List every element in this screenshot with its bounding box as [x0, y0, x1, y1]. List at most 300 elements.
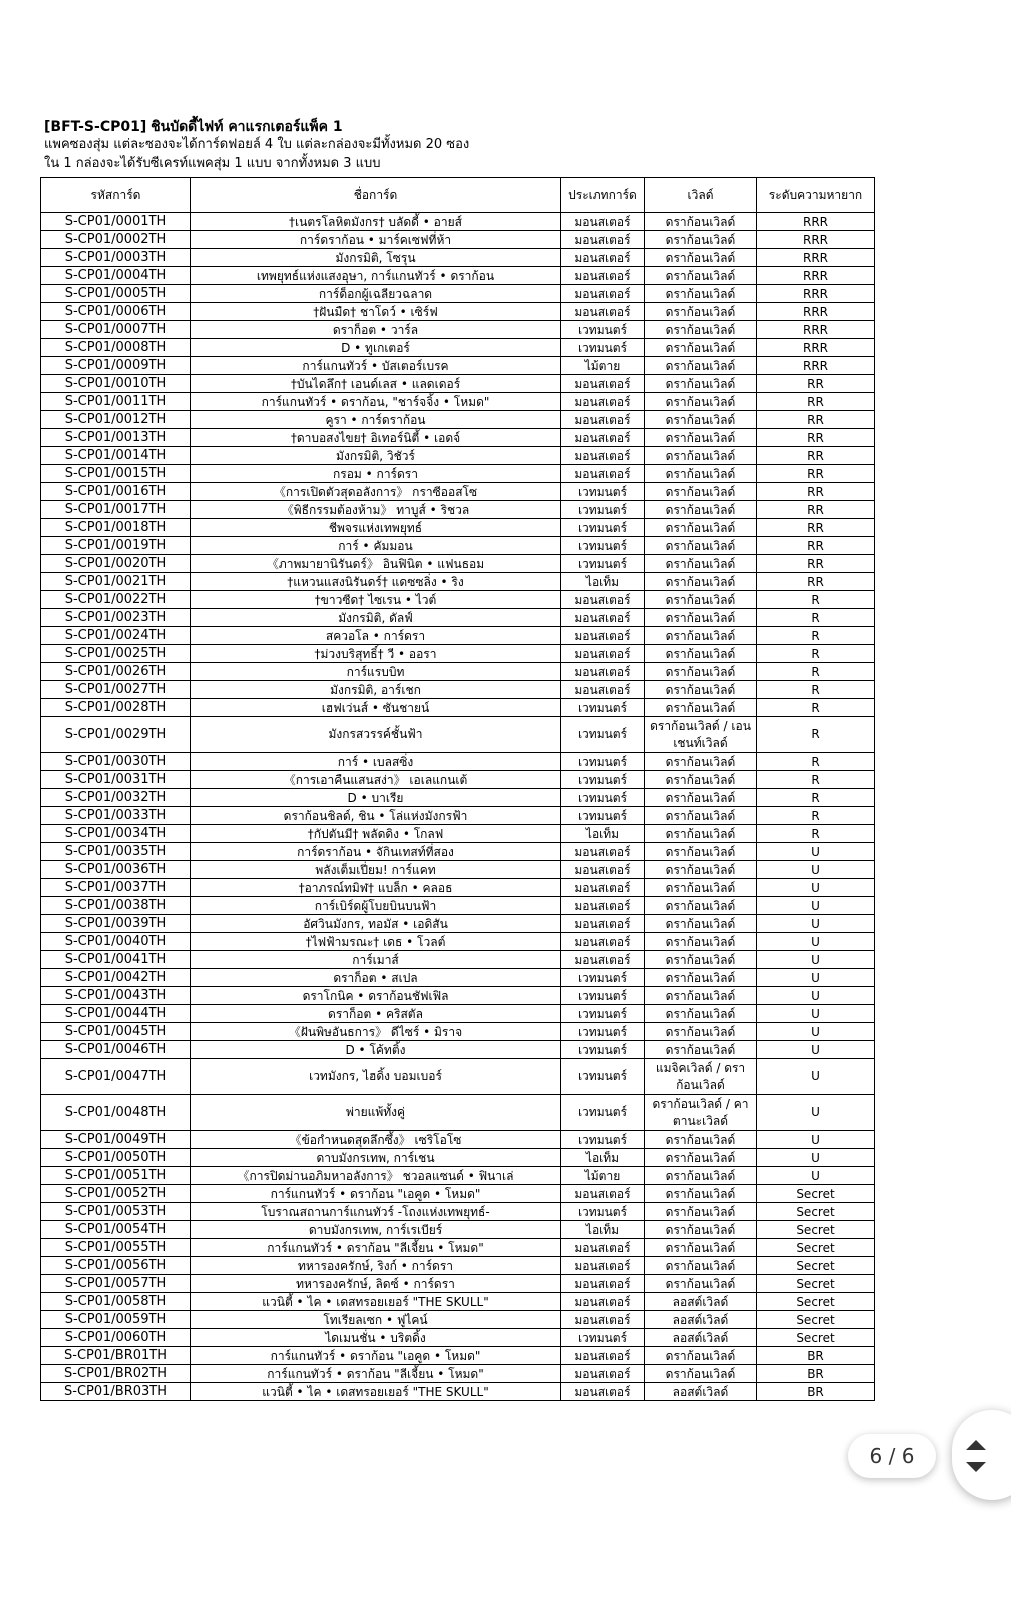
cell-world: ดราก้อนเวิลด์	[645, 375, 757, 393]
cell-world: ดราก้อนเวิลด์	[645, 447, 757, 465]
cell-code: S-CP01/0005TH	[41, 285, 191, 303]
cell-name: D • โค้ทติ้ง	[191, 1041, 561, 1059]
table-body	[41, 213, 875, 1401]
cell-name: มังกรมิติ, วิชัวร์	[191, 447, 561, 465]
cell-code: S-CP01/0003TH	[41, 249, 191, 267]
cell-rarity: R	[757, 771, 875, 789]
table-row	[41, 519, 875, 537]
cell-name: †ไฟฟ้ามรณะ† เดธ • โวลต์	[191, 933, 561, 951]
cell-world: ดราก้อนเวิลด์	[645, 627, 757, 645]
cell-code: S-CP01/0036TH	[41, 861, 191, 879]
cell-rarity: RR	[757, 519, 875, 537]
cell-rarity: RR	[757, 375, 875, 393]
cell-world: ดราก้อนเวิลด์	[645, 663, 757, 681]
cell-rarity: RRR	[757, 357, 875, 375]
cell-world: ดราก้อนเวิลด์	[645, 789, 757, 807]
cell-type: เวทมนตร์	[561, 1095, 645, 1131]
cell-rarity: R	[757, 663, 875, 681]
table-row	[41, 753, 875, 771]
cell-world: ดราก้อนเวิลด์	[645, 501, 757, 519]
cell-code: S-CP01/0004TH	[41, 267, 191, 285]
table-row	[41, 1185, 875, 1203]
cell-rarity: RRR	[757, 267, 875, 285]
table-row	[41, 501, 875, 519]
cell-code: S-CP01/0060TH	[41, 1329, 191, 1347]
cell-type: ไม้ตาย	[561, 357, 645, 375]
table-row	[41, 1383, 875, 1401]
cell-code: S-CP01/0041TH	[41, 951, 191, 969]
cell-world: ดราก้อนเวิลด์	[645, 1023, 757, 1041]
cell-code: S-CP01/BR01TH	[41, 1347, 191, 1365]
cell-world: ดราก้อนเวิลด์	[645, 951, 757, 969]
cell-type: มอนสเตอร์	[561, 267, 645, 285]
cell-type: มอนสเตอร์	[561, 915, 645, 933]
cell-world: ดราก้อนเวิลด์	[645, 1347, 757, 1365]
cell-code: S-CP01/0032TH	[41, 789, 191, 807]
cell-code: S-CP01/0055TH	[41, 1239, 191, 1257]
cell-name: การ์ดราก้อน • จักินเทสท์ที่สอง	[191, 843, 561, 861]
cell-name: เทพยุทธ์แห่งแสงอุษา, การ์แกนทัวร์ • ดราก้อน	[191, 267, 561, 285]
cell-code: S-CP01/0017TH	[41, 501, 191, 519]
cell-name: †ดาบอสงไขย† อิเทอร์นิตี้ • เอดจ์	[191, 429, 561, 447]
cell-type: มอนสเตอร์	[561, 681, 645, 699]
cell-name: การ์ • เบลสซิ่ง	[191, 753, 561, 771]
table-row	[41, 951, 875, 969]
cell-code: S-CP01/0010TH	[41, 375, 191, 393]
cell-rarity: Secret	[757, 1257, 875, 1275]
cell-rarity: Secret	[757, 1239, 875, 1257]
cell-code: S-CP01/0029TH	[41, 717, 191, 753]
cell-type: ไอเท็ม	[561, 573, 645, 591]
cell-name: พลังเต็มเปี่ยม! การ์แคท	[191, 861, 561, 879]
scroll-up-down-icon	[958, 1434, 994, 1478]
cell-rarity: RR	[757, 447, 875, 465]
cell-type: มอนสเตอร์	[561, 1365, 645, 1383]
table-row	[41, 1203, 875, 1221]
cell-name: การ์เมาส์	[191, 951, 561, 969]
cell-rarity: U	[757, 915, 875, 933]
cell-rarity: RRR	[757, 321, 875, 339]
table-row	[41, 1257, 875, 1275]
cell-world: ดราก้อนเวิลด์	[645, 267, 757, 285]
cell-rarity: U	[757, 1095, 875, 1131]
cell-type: เวทมนตร์	[561, 537, 645, 555]
table-row	[41, 1221, 875, 1239]
cell-type: เวทมนตร์	[561, 699, 645, 717]
cell-type: เวทมนตร์	[561, 771, 645, 789]
cell-world: ดราก้อนเวิลด์	[645, 483, 757, 501]
cell-code: S-CP01/BR03TH	[41, 1383, 191, 1401]
table-row	[41, 1329, 875, 1347]
cell-type: เวทมนตร์	[561, 483, 645, 501]
cell-code: S-CP01/0006TH	[41, 303, 191, 321]
cell-name: มังกรสวรรค์ชั้นฟ้า	[191, 717, 561, 753]
cell-name: ทหารองครักษ์, ลิดซ์ • การ์ดรา	[191, 1275, 561, 1293]
cell-code: S-CP01/0050TH	[41, 1149, 191, 1167]
cell-code: S-CP01/0058TH	[41, 1293, 191, 1311]
cell-world: ดราก้อนเวิลด์	[645, 465, 757, 483]
cell-type: เวทมนตร์	[561, 969, 645, 987]
cell-rarity: RRR	[757, 339, 875, 357]
cell-name: ดราก็อต • สเปล	[191, 969, 561, 987]
table-row	[41, 1239, 875, 1257]
table-row	[41, 609, 875, 627]
cell-type: มอนสเตอร์	[561, 1311, 645, 1329]
cell-type: มอนสเตอร์	[561, 375, 645, 393]
table-row	[41, 627, 875, 645]
cell-world: ดราก้อนเวิลด์	[645, 339, 757, 357]
cell-rarity: R	[757, 807, 875, 825]
cell-world: ดราก้อนเวิลด์ / คาตานะเวิลด์	[645, 1095, 757, 1131]
cell-type: มอนสเตอร์	[561, 465, 645, 483]
cell-rarity: U	[757, 1131, 875, 1149]
cell-code: S-CP01/0034TH	[41, 825, 191, 843]
cell-name: †แหวนแสงนิรันดร์† แดซซลิ่ง • ริง	[191, 573, 561, 591]
cell-code: S-CP01/0021TH	[41, 573, 191, 591]
cell-code: S-CP01/0014TH	[41, 447, 191, 465]
table-row	[41, 537, 875, 555]
cell-world: ดราก้อนเวิลด์	[645, 393, 757, 411]
cell-rarity: Secret	[757, 1221, 875, 1239]
cell-type: มอนสเตอร์	[561, 231, 645, 249]
cell-rarity: U	[757, 1149, 875, 1167]
cell-code: S-CP01/0039TH	[41, 915, 191, 933]
cell-code: S-CP01/0011TH	[41, 393, 191, 411]
cell-name: การ์แกนทัวร์ • ดราก้อน "เอคูด • โหมด"	[191, 1185, 561, 1203]
cell-name: †อาภรณ์ทมิฬ† แบล็ก • คลอธ	[191, 879, 561, 897]
table-row	[41, 465, 875, 483]
cell-name: มังกรมิติ, อาร์เชก	[191, 681, 561, 699]
cell-code: S-CP01/0007TH	[41, 321, 191, 339]
cell-world: ดราก้อนเวิลด์	[645, 1167, 757, 1185]
cell-code: S-CP01/0047TH	[41, 1059, 191, 1095]
cell-code: S-CP01/0019TH	[41, 537, 191, 555]
column-header-card-name: ชื่อการ์ด	[191, 178, 561, 213]
table-row	[41, 267, 875, 285]
table-row	[41, 573, 875, 591]
cell-type: มอนสเตอร์	[561, 303, 645, 321]
cell-type: มอนสเตอร์	[561, 1239, 645, 1257]
cell-code: S-CP01/0013TH	[41, 429, 191, 447]
table-row	[41, 825, 875, 843]
table-row	[41, 897, 875, 915]
cell-rarity: Secret	[757, 1203, 875, 1221]
cell-world: ดราก้อนเวิลด์	[645, 681, 757, 699]
cell-type: มอนสเตอร์	[561, 591, 645, 609]
cell-code: S-CP01/0026TH	[41, 663, 191, 681]
cell-name: แวนิตี้ • ไค • เดสทรอยเยอร์ "THE SKULL"	[191, 1293, 561, 1311]
cell-code: S-CP01/0015TH	[41, 465, 191, 483]
cell-type: เวทมนตร์	[561, 987, 645, 1005]
cell-type: มอนสเตอร์	[561, 1347, 645, 1365]
table-row	[41, 663, 875, 681]
table-header-row	[41, 178, 875, 213]
cell-rarity: R	[757, 753, 875, 771]
cell-rarity: RR	[757, 573, 875, 591]
cell-type: ไอเท็ม	[561, 1149, 645, 1167]
cell-name: 《ฝันพิษอันธการ》 ดีไซร์ • มิราจ	[191, 1023, 561, 1041]
cell-world: ดราก้อนเวิลด์	[645, 303, 757, 321]
cell-type: เวทมนตร์	[561, 789, 645, 807]
cell-name: การ์ด็อกผู้เฉลียวฉลาด	[191, 285, 561, 303]
column-header-rarity: ระดับความหายาก	[757, 178, 875, 213]
cell-name: มังกรมิติ, ดัลฟ์	[191, 609, 561, 627]
cell-world: ดราก้อนเวิลด์	[645, 609, 757, 627]
cell-world: ดราก้อนเวิลด์	[645, 573, 757, 591]
cell-world: ดราก้อนเวิลด์	[645, 1149, 757, 1167]
cell-rarity: BR	[757, 1383, 875, 1401]
cell-type: เวทมนตร์	[561, 1203, 645, 1221]
cell-rarity: Secret	[757, 1293, 875, 1311]
cell-name: มังกรมิติ, โซรุน	[191, 249, 561, 267]
cell-code: S-CP01/0020TH	[41, 555, 191, 573]
cell-type: เวทมนตร์	[561, 1059, 645, 1095]
cell-name: 《ข้อกำหนดสุดลึกซึ้ง》 เซริโอโซ	[191, 1131, 561, 1149]
table-row	[41, 1005, 875, 1023]
cell-name: 《การปิดม่านอภิมหาอลังการ》 ชวอลแซนด์ • ฟินาเล่	[191, 1167, 561, 1185]
cell-type: มอนสเตอร์	[561, 285, 645, 303]
cell-name: การ์แรบบิท	[191, 663, 561, 681]
cell-world: ดราก้อนเวิลด์	[645, 825, 757, 843]
cell-code: S-CP01/0049TH	[41, 1131, 191, 1149]
cell-type: มอนสเตอร์	[561, 843, 645, 861]
cell-world: ดราก้อนเวิลด์	[645, 519, 757, 537]
table-row	[41, 303, 875, 321]
cell-type: มอนสเตอร์	[561, 645, 645, 663]
cell-code: S-CP01/0016TH	[41, 483, 191, 501]
cell-code: S-CP01/0030TH	[41, 753, 191, 771]
cell-world: ดราก้อนเวิลด์	[645, 645, 757, 663]
cell-rarity: U	[757, 879, 875, 897]
cell-type: มอนสเตอร์	[561, 1383, 645, 1401]
table-row	[41, 321, 875, 339]
cell-name: โทเรียลเซก • ฟูไคน์	[191, 1311, 561, 1329]
cell-type: มอนสเตอร์	[561, 213, 645, 231]
cell-rarity: BR	[757, 1347, 875, 1365]
cell-name: การ์ดราก้อน • มาร์คเซฟที่ห้า	[191, 231, 561, 249]
cell-type: มอนสเตอร์	[561, 447, 645, 465]
cell-world: ดราก้อนเวิลด์	[645, 285, 757, 303]
cell-world: ดราก้อนเวิลด์	[645, 1365, 757, 1383]
table-row	[41, 879, 875, 897]
cell-world: ลอสต์เวิลด์	[645, 1383, 757, 1401]
cell-world: ลอสต์เวิลด์	[645, 1293, 757, 1311]
cell-type: มอนสเตอร์	[561, 393, 645, 411]
table-row	[41, 1275, 875, 1293]
cell-code: S-CP01/0052TH	[41, 1185, 191, 1203]
table-row	[41, 645, 875, 663]
table-row	[41, 483, 875, 501]
cell-code: S-CP01/0028TH	[41, 699, 191, 717]
cell-world: ดราก้อนเวิลด์	[645, 1203, 757, 1221]
cell-type: มอนสเตอร์	[561, 861, 645, 879]
cell-type: มอนสเตอร์	[561, 879, 645, 897]
cell-name: †บันไดลึก† เอนด์เลส • แลดเดอร์	[191, 375, 561, 393]
cell-name: การ์แกนทัวร์ • บัสเตอร์เบรค	[191, 357, 561, 375]
table-row	[41, 357, 875, 375]
cell-rarity: R	[757, 609, 875, 627]
cell-world: ดราก้อนเวิลด์	[645, 1185, 757, 1203]
cell-name: †ขาวซีด† ไซเรน • ไวต์	[191, 591, 561, 609]
cell-rarity: R	[757, 825, 875, 843]
cell-name: พ่ายแพ้ทั้งคู่	[191, 1095, 561, 1131]
cell-name: 《การเอาคืนแสนสง่า》 เอเลแกนเต้	[191, 771, 561, 789]
cell-type: เวทมนตร์	[561, 1041, 645, 1059]
cell-world: ดราก้อนเวิลด์	[645, 915, 757, 933]
cell-rarity: U	[757, 861, 875, 879]
cell-type: เวทมนตร์	[561, 1005, 645, 1023]
table-row	[41, 249, 875, 267]
cell-world: ดราก้อนเวิลด์	[645, 897, 757, 915]
cell-rarity: RR	[757, 429, 875, 447]
cell-rarity: BR	[757, 1365, 875, 1383]
cell-world: ดราก้อนเวิลด์	[645, 555, 757, 573]
cell-name: ดราก็อต • วาร์ล	[191, 321, 561, 339]
table-row	[41, 969, 875, 987]
table-row	[41, 717, 875, 753]
cell-rarity: RR	[757, 537, 875, 555]
cell-world: ดราก้อนเวิลด์	[645, 753, 757, 771]
cell-world: ดราก้อนเวิลด์	[645, 1239, 757, 1257]
cell-type: เวทมนตร์	[561, 555, 645, 573]
cell-code: S-CP01/0037TH	[41, 879, 191, 897]
cell-rarity: U	[757, 897, 875, 915]
cell-type: เวทมนตร์	[561, 1023, 645, 1041]
table-row	[41, 1023, 875, 1041]
table-row	[41, 375, 875, 393]
cell-code: S-CP01/0051TH	[41, 1167, 191, 1185]
cell-code: S-CP01/0054TH	[41, 1221, 191, 1239]
cell-name: D • ทูเกเตอร์	[191, 339, 561, 357]
cell-name: การ์แกนทัวร์ • ดราก้อน "เอคูด • โหมด"	[191, 1347, 561, 1365]
cell-world: ดราก้อนเวิลด์	[645, 591, 757, 609]
cell-code: S-CP01/0012TH	[41, 411, 191, 429]
table-row	[41, 807, 875, 825]
cell-name: คูรา • การ์ดราก้อน	[191, 411, 561, 429]
cell-rarity: RR	[757, 555, 875, 573]
cell-name: เวทมังกร, ไฮดิ้ง บอมเบอร์	[191, 1059, 561, 1095]
document-description-line-1: แพคซองสุ่ม แต่ละซองจะได้การ์ดฟอยล์ 4 ใบ แต่ละกล่องจะมีทั้งหมด 20 ซอง	[44, 137, 470, 152]
cell-type: เวทมนตร์	[561, 807, 645, 825]
cell-rarity: Secret	[757, 1275, 875, 1293]
cell-code: S-CP01/0046TH	[41, 1041, 191, 1059]
cell-world: ดราก้อนเวิลด์	[645, 537, 757, 555]
cell-type: มอนสเตอร์	[561, 897, 645, 915]
cell-world: ดราก้อนเวิลด์	[645, 969, 757, 987]
cell-name: ทหารองครักษ์, ริงก์ • การ์ดรา	[191, 1257, 561, 1275]
cell-rarity: RR	[757, 483, 875, 501]
cell-code: S-CP01/BR02TH	[41, 1365, 191, 1383]
cell-rarity: Secret	[757, 1185, 875, 1203]
table-row	[41, 555, 875, 573]
cell-code: S-CP01/0023TH	[41, 609, 191, 627]
cell-name: 《การเปิดตัวสุดอลังการ》 กราซีออสโซ	[191, 483, 561, 501]
cell-type: ไอเท็ม	[561, 1221, 645, 1239]
cell-type: ไอเท็ม	[561, 825, 645, 843]
table-row	[41, 1041, 875, 1059]
table-row	[41, 699, 875, 717]
cell-name: ไดเมนชั่น • บริตดิ้ง	[191, 1329, 561, 1347]
table-row	[41, 1131, 875, 1149]
cell-name: †กัปตันมี† พลัดดิง • โกลฟ	[191, 825, 561, 843]
table-row	[41, 339, 875, 357]
cell-type: มอนสเตอร์	[561, 951, 645, 969]
cell-code: S-CP01/0048TH	[41, 1095, 191, 1131]
cell-name: ดาบมังกรเทพ, การ์เชน	[191, 1149, 561, 1167]
cell-code: S-CP01/0056TH	[41, 1257, 191, 1275]
cell-type: มอนสเตอร์	[561, 411, 645, 429]
table-row	[41, 591, 875, 609]
cell-code: S-CP01/0042TH	[41, 969, 191, 987]
cell-name: †ม่วงบริสุทธิ์† วี • ออรา	[191, 645, 561, 663]
cell-type: เวทมนตร์	[561, 321, 645, 339]
cell-type: เวทมนตร์	[561, 1131, 645, 1149]
cell-type: มอนสเตอร์	[561, 1293, 645, 1311]
cell-world: ดราก้อนเวิลด์	[645, 1275, 757, 1293]
cell-name: 《ภาพมายานิรันดร์》 อินฟินิต • แฟนธอม	[191, 555, 561, 573]
cell-code: S-CP01/0053TH	[41, 1203, 191, 1221]
cell-rarity: R	[757, 591, 875, 609]
cell-name: การ์แกนทัวร์ • ดราก้อน, "ชาร์จจิ้ง • โหมด"	[191, 393, 561, 411]
cell-name: กรอม • การ์ดรา	[191, 465, 561, 483]
fast-scroll-button[interactable]	[952, 1410, 1011, 1500]
cell-rarity: Secret	[757, 1329, 875, 1347]
cell-world: ดราก้อนเวิลด์ / เอนเชนท์เวิลด์	[645, 717, 757, 753]
cell-code: S-CP01/0031TH	[41, 771, 191, 789]
cell-type: ไม้ตาย	[561, 1167, 645, 1185]
document-title: [BFT-S-CP01] ชินบัดดี้ไฟท์ คาแรกเตอร์แพ็ค 1	[44, 119, 343, 135]
cell-world: ดราก้อนเวิลด์	[645, 411, 757, 429]
cell-code: S-CP01/0009TH	[41, 357, 191, 375]
cell-rarity: RR	[757, 465, 875, 483]
cell-name: †เนตรโลหิตมังกร† บลัดดี้ • อายส์	[191, 213, 561, 231]
cell-code: S-CP01/0008TH	[41, 339, 191, 357]
cell-world: ดราก้อนเวิลด์	[645, 321, 757, 339]
table-row	[41, 285, 875, 303]
table-row	[41, 393, 875, 411]
cell-name: ชีพจรแห่งเทพยุทธ์	[191, 519, 561, 537]
cell-code: S-CP01/0018TH	[41, 519, 191, 537]
cell-code: S-CP01/0002TH	[41, 231, 191, 249]
cell-world: ดราก้อนเวิลด์	[645, 213, 757, 231]
cell-rarity: RR	[757, 411, 875, 429]
cell-type: มอนสเตอร์	[561, 627, 645, 645]
cell-world: ดราก้อนเวิลด์	[645, 879, 757, 897]
cell-name: การ์ • คัมมอน	[191, 537, 561, 555]
column-header-card-type: ประเภทการ์ด	[561, 178, 645, 213]
table-row	[41, 681, 875, 699]
cell-world: ดราก้อนเวิลด์	[645, 861, 757, 879]
cell-code: S-CP01/0040TH	[41, 933, 191, 951]
cell-rarity: U	[757, 1059, 875, 1095]
cell-name: การ์แกนทัวร์ • ดราก้อน "ลีเจี้ยน • โหมด"	[191, 1239, 561, 1257]
cell-code: S-CP01/0044TH	[41, 1005, 191, 1023]
column-header-card-code: รหัสการ์ด	[41, 178, 191, 213]
cell-name: โบราณสถานการ์แกนทัวร์ -โถงแห่งเทพยุทธ์-	[191, 1203, 561, 1221]
cell-rarity: U	[757, 1167, 875, 1185]
table-row	[41, 1167, 875, 1185]
cell-world: ดราก้อนเวิลด์	[645, 1005, 757, 1023]
table-row	[41, 1293, 875, 1311]
cell-rarity: R	[757, 645, 875, 663]
table-row	[41, 933, 875, 951]
table-row	[41, 213, 875, 231]
cell-name: ดาบมังกรเทพ, การ์เรเบียร์	[191, 1221, 561, 1239]
cell-code: S-CP01/0033TH	[41, 807, 191, 825]
cell-type: เวทมนตร์	[561, 1329, 645, 1347]
cell-world: ดราก้อนเวิลด์	[645, 249, 757, 267]
cell-world: ดราก้อนเวิลด์	[645, 1221, 757, 1239]
